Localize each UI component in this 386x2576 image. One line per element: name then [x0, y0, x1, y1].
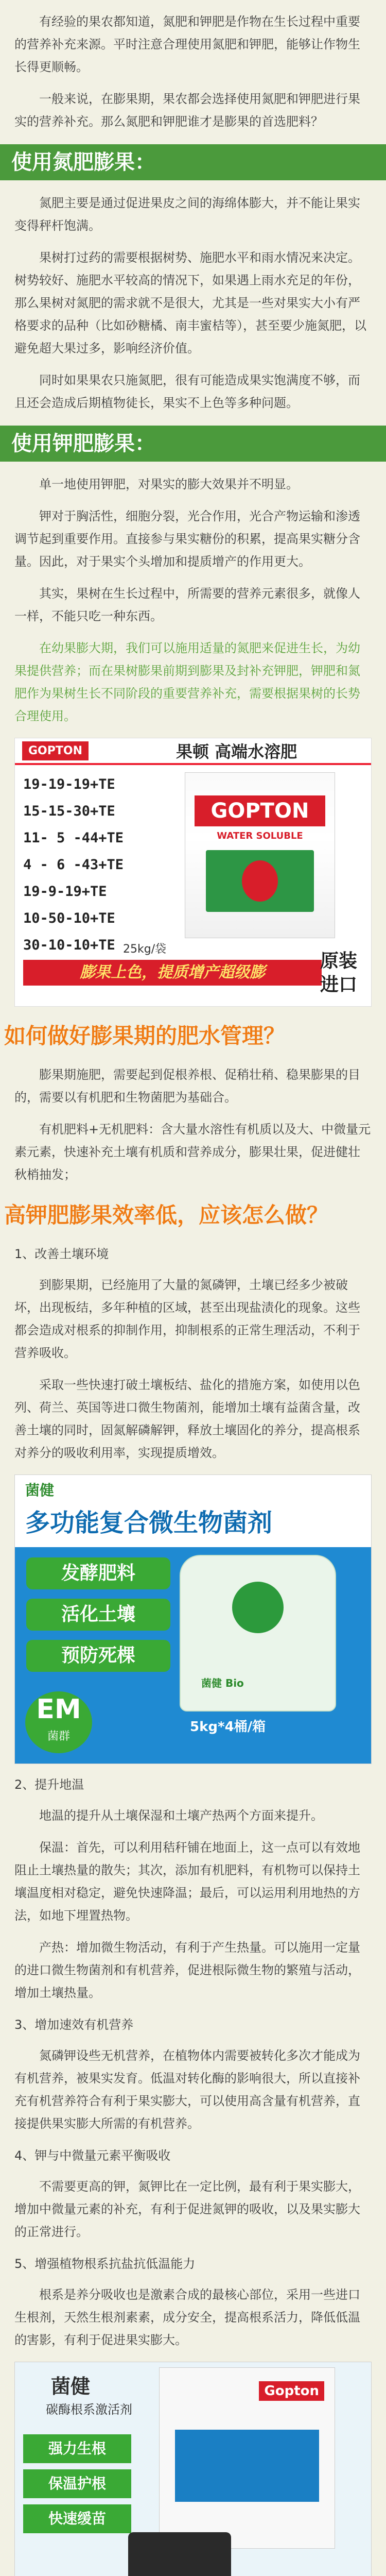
formula-list [23, 771, 188, 959]
step-text: 到膨果期，已经施用了大量的氮磷钾，土壤已经多少被破坏，出现板结，多年种植的区域，甚至出现盐渍化的现象。这些都会造成对根系的抑制作用，抑制根系的正常生理活动，不利于营养吸收。 [14, 1278, 360, 1360]
benefit-labels [23, 2434, 131, 2539]
bag-graphic [175, 2430, 319, 2502]
product-title: 多功能复合微生物菌剂 [25, 1509, 273, 1537]
formula-item: 4 - 6 -43+TE [23, 857, 124, 873]
product-image-microbial [14, 1475, 372, 1764]
formula-item: 30-10-10+TE [23, 937, 115, 953]
product-tagline: 果顿 高端水溶肥 [176, 742, 297, 761]
potassium-paragraph: 钾对于胸活性，细胞分裂，光合作用，光合产物运输和渗透调节起到重要作用。直接参与果实糖份的积累，提高果实糖分含量。因此，对于果实个头增加和提质增产的作用更大。 [14, 509, 360, 569]
step-heading: 5、增强植物根系抗盐抗低温能力 [14, 2257, 196, 2271]
product-image-gopton [14, 738, 372, 1007]
brand-logo: 菌健 [25, 1482, 55, 1499]
potassium-section-title: 使用钾肥膨果： [0, 426, 386, 462]
bag-subtitle: WATER SOLUBLE [217, 831, 303, 841]
bag-graphic [206, 850, 314, 912]
em-badge-sub: 菌群 [47, 1730, 70, 1743]
step-text: 根系是养分吸收也是激素合成的最核心部位，采用一些进口生根剂，天然生根剂素素，成分安全，提高根系活力，降低低温的害影，有利于促进果实膨大。 [14, 2287, 360, 2347]
intro-paragraph: 一般来说，在膨果期，果农都会选择使用氮肥和钾肥进行果实的营养补充。那么氮肥和钾肥谁才是膨果的首选肥料？ [14, 92, 360, 129]
step-text: 氮磷钾设些无机营养，在植物体内需要被转化多次才能成为有机营养，被果实发育。低温对转化酶的影响很大，所以直接补充有机营养符合有利于果实膨大，可以使用高含量有机营养，直接提供果实膨大所需的有机营养。 [14, 2048, 360, 2131]
how-to-section [0, 1063, 386, 1186]
product-weight: 25kg/袋 [123, 943, 167, 956]
potassium-paragraph: 其实，果树在生长过程中，所需要的营养元素很多，就像人一样，不能只吃一种东西。 [14, 586, 360, 623]
benefit-label: 保温护根 [23, 2469, 131, 2498]
steps-b-section [0, 1773, 386, 2351]
intro-section [0, 0, 386, 133]
product-subtitle: 碳酶根系激活剂 [46, 2402, 132, 2417]
product-weight: 5kg*4桶/箱 [190, 1719, 266, 1735]
benefit-label: 活化土壤 [26, 1599, 170, 1631]
product-header [15, 1475, 371, 1547]
product-jug [180, 1555, 336, 1711]
formula-item: 11- 5 -44+TE [23, 830, 124, 846]
em-badge-title: EM [36, 1694, 81, 1725]
promo-banner: 膨果上色，提质增产超级膨 [23, 960, 322, 986]
step-text: 地温的提升从土壤保湿和土壤产热两个方面来提升。 [39, 1808, 323, 1823]
origin-badge: 原装进口 [320, 951, 357, 995]
potassium-section [0, 473, 386, 727]
step-heading: 4、钾与中微量元素平衡吸收 [14, 2148, 171, 2163]
product-image-rooting [14, 2362, 372, 2576]
step-heading: 1、改善土壤环境 [14, 1247, 109, 1261]
steps-a-section [0, 1243, 386, 1464]
formula-item: 10-50-10+TE [23, 910, 115, 926]
em-badge [25, 1691, 92, 1753]
benefit-label: 快速缓苗 [23, 2504, 131, 2533]
benefit-label: 预防死棵 [26, 1640, 170, 1672]
step-text: 采取一些快速打破土壤板结、盐化的措施方案，如使用以色列、荷兰、英国等进口微生物菌剂，能增加土壤有益菌含量，改善土壤的同时，固氮解磷解钾，释放土壤固化的养分，提高根系对养分的吸收利用率，实现提质增效。 [14, 1378, 360, 1460]
fertilizer-bag [159, 2367, 335, 2549]
nitrogen-section-title: 使用氮肥膨果： [0, 144, 386, 180]
formula-item: 15-15-30+TE [23, 803, 115, 819]
nitrogen-paragraph: 氮肥主要是通过促进果皮之间的海绵体膨大，并不能让果实变得秤杆饱满。 [14, 196, 360, 233]
highlight-paragraph: 在幼果膨大期，我们可以施用适量的氮肥来促进生长，为幼果提供营养；而在果树膨果前期到膨果及封补充钾肥，钾肥和氮肥作为果树生长不同阶段的重要营养补充，需要根据果树的长势合理使用。 [14, 641, 360, 723]
bag-brand: GOPTON [195, 795, 325, 826]
step-text: 不需要更高的钾，氮钾比在一定比例，最有利于果实膨大，增加中微量元素的补充，有利于促进氮钾的吸收，以及果实膨大的正常进行。 [14, 2179, 360, 2239]
product-powder [128, 2532, 231, 2576]
how-to-paragraph: 膨果期施肥，需要起到促根养根、促稍壮稍、稳果膨果的目的，需要以有机肥和生物菌肥为基础合。 [14, 1067, 360, 1105]
brand-logo: GOPTON [22, 741, 89, 760]
step-heading: 3、增加速效有机营养 [14, 2018, 134, 2032]
step-heading: 2、提升地温 [14, 1777, 84, 1792]
step-text: 产热：增加微生物活动，有利于产生热量。可以施用一定量的进口微生物菌剂和有机营养，促进根际微生物的繁殖与活动，增加土壤热量。 [14, 1940, 360, 2000]
benefit-label: 发酵肥料 [26, 1557, 170, 1589]
how-to-title: 如何做好膨果期的肥水管理？ [4, 1023, 286, 1048]
formula-item: 19-9-19+TE [23, 884, 107, 900]
product-header [15, 738, 371, 765]
brand-logo: 菌健 [51, 2375, 91, 2398]
nitrogen-paragraph: 同时如果果农只施氮肥，很有可能造成果实饱满度不够，而且还会造成后期植物徒长，果实不上色等多种问题。 [14, 373, 360, 410]
potassium-paragraph: 单一地使用钾肥，对果实的膨大效果并不明显。 [39, 477, 299, 492]
intro-paragraph: 有经验的果农都知道，氮肥和钾肥是作物在生长过程中重要的营养补充来源。平时注意合理使用氮肥和钾肥，能够让作物生长得更顺畅。 [14, 14, 360, 74]
bag-brand: Gopton [259, 2381, 324, 2401]
nitrogen-section [0, 192, 386, 414]
benefit-label: 强力生根 [23, 2434, 131, 2463]
fertilizer-bag [185, 772, 335, 938]
potash-title: 高钾肥膨果效率低，应该怎么做？ [4, 1202, 329, 1228]
nitrogen-paragraph: 果树打过药的需要根据树势、施肥水平和雨水情况来决定。树势较好、施肥水平较高的情况下，如果遇上雨水充足的年份，那么果树对氮肥的需求就不是很大，尤其是一些对果实大小有严格要求的品种（比如砂糖橘、南丰蜜桔等），甚至要少施氮肥，以避免超大果过多，影响经济价值。 [14, 250, 366, 355]
how-to-paragraph: 有机肥料+无机肥料：含大量水溶性有机质以及大、中微量元素元素，快速补充土壤有机质和营养成分，膨果壮果，促进健壮秋梢抽发； [14, 1122, 371, 1182]
jug-label: 菌健 Bio [201, 1677, 244, 1689]
step-text: 保温：首先，可以利用秸秆铺在地面上，这一点可以有效地阻止土壤热量的散失；其次，添加有机肥料，有机物可以保持土壤温度相对稳定，避免快速降温；最后，可以运用利用地热的方法，如地下埋置热物。 [14, 1840, 360, 1923]
formula-item: 19-19-19+TE [23, 776, 115, 792]
benefit-labels [26, 1557, 170, 1681]
